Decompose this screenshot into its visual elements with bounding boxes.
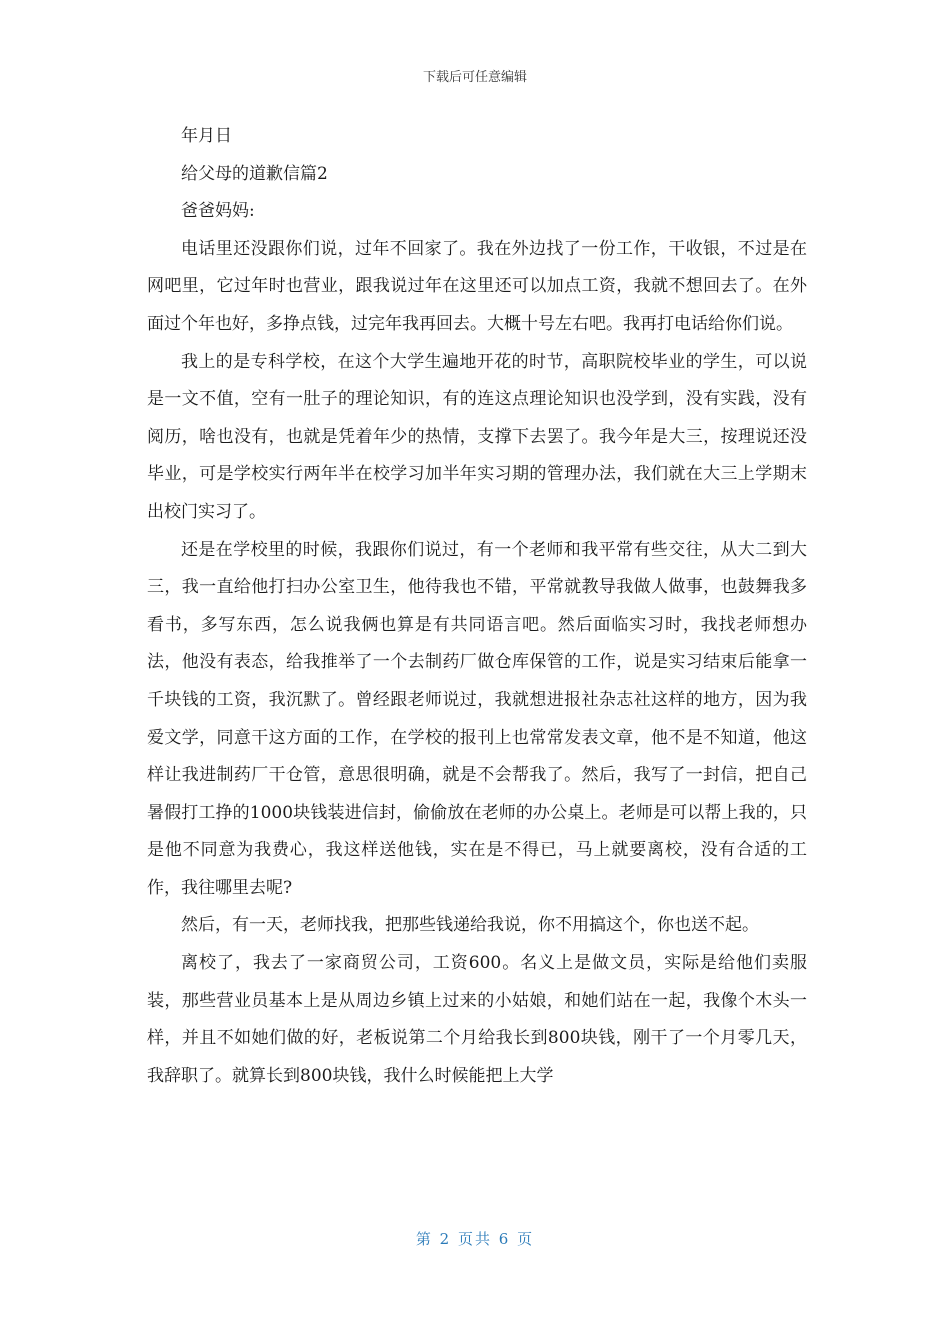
paragraph: 然后，有一天，老师找我，把那些钱递给我说，你不用搞这个，你也送不起。 [181, 915, 759, 936]
paragraph: 电话里还没跟你们说，过年不回家了。我在外边找了一份工作，干收银，不过是在网吧里，它过年时也营业，跟我说过年在这里还可以加点工资，我就不想回去了。在外面过个年也好，多挣点钱，过完年我再回去。大概十号左右吧。我再打电话给你们说。 [147, 238, 807, 334]
document-body [147, 118, 807, 1095]
letter-title: 给父母的道歉信篇2 [181, 163, 328, 184]
page-footer: 第 2 页共 6 页 [415, 1230, 535, 1248]
paragraph: 还是在学校里的时候，我跟你们说过，有一个老师和我平常有些交往，从大二到大三，我一直给他打扫办公室卫生，他待我也不错，平常就教导我做人做事，也鼓舞我多看书，多写东西，怎么说我俩也算是有共同语言吧。然后面临实习时，我找老师想办法，他没有表态，给我推举了一个去制药厂做仓库保管的工作，说是实习结束后能拿一千块钱的工资，我沉默了。曾经跟老师说过，我就想进报社杂志社这样的地方，因为我爱文学，同意干这方面的工作，在学校的报刊上也常常发表文章，他不是不知道，他这样让我进制药厂干仓管，意思很明确，就是不会帮我了。然后，我写了一封信，把自己暑假打工挣的1000块钱装进信封，偷偷放在老师的办公桌上。老师是可以帮上我的，只是他不同意为我费心，我这样送他钱，实在是不得已，马上就要离校，没有合适的工作，我往哪里去呢? [147, 539, 807, 898]
salutation: 爸爸妈妈: [181, 201, 255, 222]
date-line: 年月日 [181, 126, 232, 146]
paragraph: 离校了，我去了一家商贸公司，工资600。名义上是做文员，实际是给他们卖服装，那些营业员基本上是从周边乡镇上过来的小姑娘，和她们站在一起，我像个木头一样，并且不如她们做的好，老板说第二个月给我长到800块钱，刚干了一个月零几天，我辞职了。就算长到800块钱，我什么时候能把上大学 [147, 953, 807, 1086]
paragraph: 我上的是专科学校，在这个大学生遍地开花的时节，高职院校毕业的学生，可以说是一文不值，空有一肚子的理论知识，有的连这点理论知识也没学到，没有实践，没有阅历，啥也没有，也就是凭着年少的热情，支撑下去罢了。我今年是大三，按理说还没毕业，可是学校实行两年半在校学习加半年实习期的管理办法，我们就在大三上学期末出校门实习了。 [147, 351, 807, 522]
page-header: 下载后可任意编辑 [422, 70, 527, 85]
